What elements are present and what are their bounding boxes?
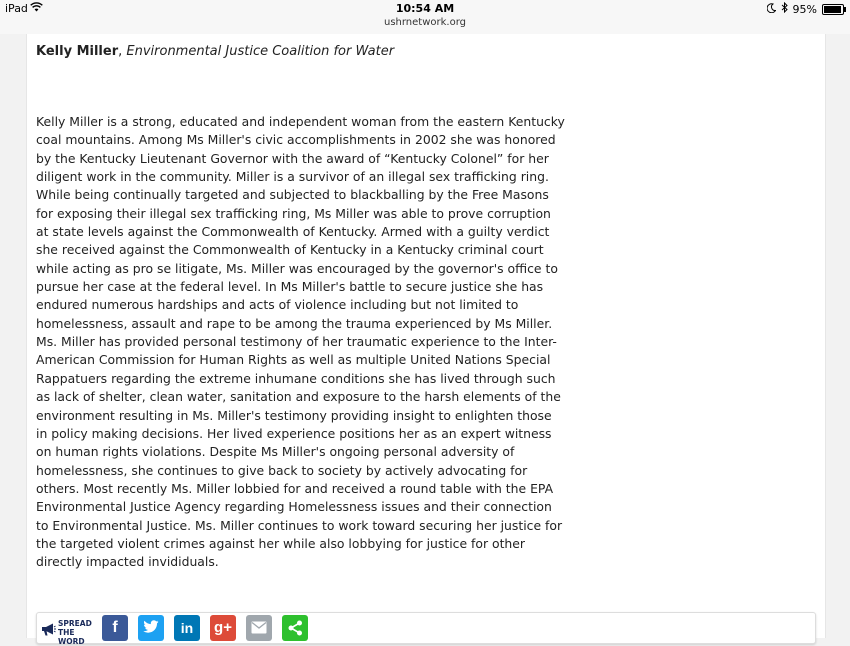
email-icon xyxy=(251,621,267,634)
facebook-icon: f xyxy=(112,619,118,636)
facebook-button[interactable] xyxy=(102,615,128,641)
email-button[interactable] xyxy=(246,615,272,641)
status-bar xyxy=(0,0,850,34)
linkedin-icon: in xyxy=(180,620,194,636)
share-bar xyxy=(36,612,816,644)
linkedin-button[interactable] xyxy=(174,615,200,641)
twitter-button[interactable] xyxy=(138,615,164,641)
byline-separator: , xyxy=(118,44,123,59)
byline xyxy=(36,44,394,59)
google-plus-button[interactable] xyxy=(210,615,236,641)
bio-text: Kelly Miller is a strong, educated and independent woman from the eastern Kentucky coal mountains. Among Ms Miller's civic accomplishments in 2002 she was honored by the Kentucky Lieutenant Governor with the award of “Kentucky Colonel” for her diligent work in the community. Miller is a survivor of an illegal sex trafficking ring. While being continually targeted and subjected to blackballing by the Free Masons for exposing their illegal sex trafficking ring, Ms Miller was able to prove corruption at state levels against the Commonwealth of Kentucky. Armed with a guilty verdict she received against the Commonwealth of Kentucky in a Kentucky criminal court while acting as pro se litigate, Ms. Miller was encouraged by the governor's office to pursue her case at the federal level. In Ms Miller's battle to secure justice she has endured numerous hardships and acts of violence including but not limited to homelessness, assault and rape to be among the trauma experienced by Ms Miller. Ms. Miller has provided personal testimony of her traumatic experience to the Inter-American Commission for Human Rights as well as multiple United Nations Special Rappatuers regarding the extreme inhumane conditions she has lived through such as lack of shelter, clean water, sanitation and exposure to the harsh elements of the environment resulting in Ms. Miller's testimony providing insight to enlighten those in policy making decisions. Her lived experience positions her as an expert witness on human rights violations. Despite Ms Miller's ongoing personal adversity of homelessness, she continues to give back to society by actively advocating for others. Most recently Ms. Miller lobbied for and received a round table with the EPA Environmental Justice Agency regarding Homelessness issues and their connection to Environmental Justice. Ms. Miller continues to work toward securing her justice for the targeted violent crimes against her while also lobbying for justice for other directly impacted invididuals. xyxy=(36,114,565,570)
share-icon xyxy=(288,620,303,636)
battery-icon xyxy=(822,4,844,15)
battery-percent: 95% xyxy=(792,2,817,16)
person-name: Kelly Miller xyxy=(36,44,119,59)
address-bar-url[interactable]: ushrnetwork.org xyxy=(383,17,466,28)
the-word-label: THE WORD xyxy=(58,628,85,646)
clock: 10:54 AM xyxy=(395,2,455,15)
device-label: iPad xyxy=(5,2,28,15)
page-content xyxy=(26,34,826,646)
share-button[interactable] xyxy=(282,615,308,641)
spread-label: SPREAD xyxy=(58,619,92,628)
twitter-icon xyxy=(143,620,159,634)
organization-name: Environmental Justice Coalition for Water xyxy=(126,44,395,59)
status-right xyxy=(767,2,844,16)
google-plus-icon: g+ xyxy=(214,619,232,636)
bluetooth-icon xyxy=(781,2,788,16)
moon-icon xyxy=(767,3,776,16)
spread-the-word xyxy=(41,617,97,646)
megaphone-icon xyxy=(41,621,56,640)
